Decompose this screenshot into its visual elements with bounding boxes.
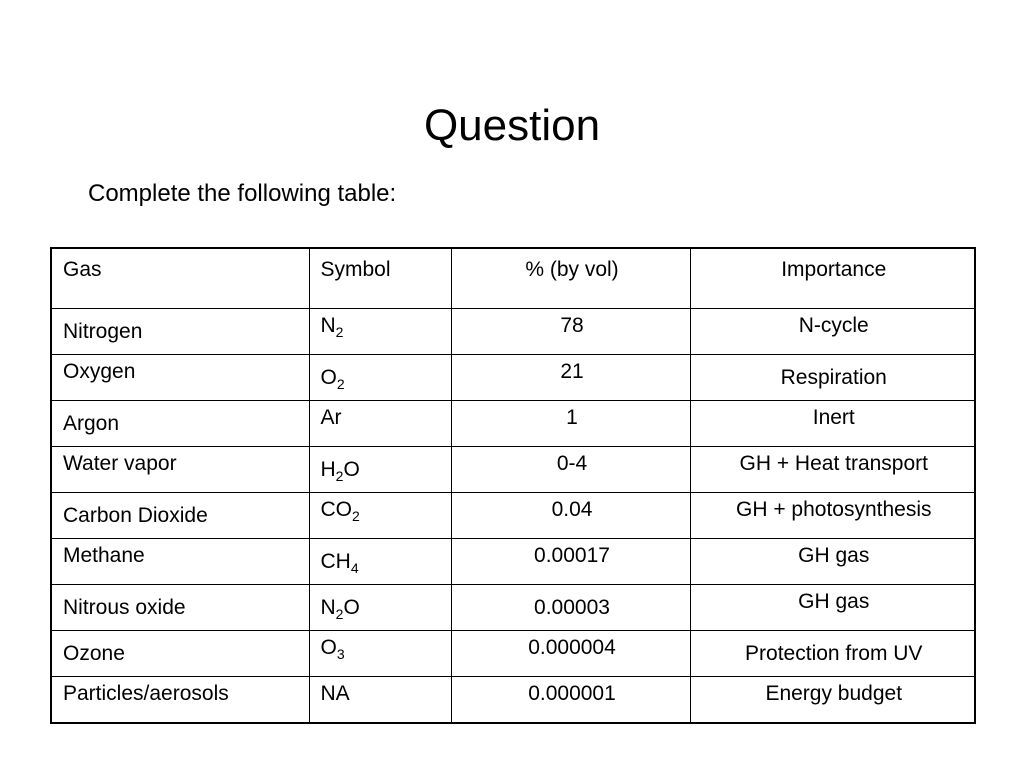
slide-subtitle: Complete the following table: xyxy=(88,180,397,207)
importance-text: GH gas xyxy=(798,544,870,567)
percent-cell xyxy=(451,401,690,447)
symbol-subscript: 4 xyxy=(350,560,359,576)
importance-text: Energy budget xyxy=(765,682,903,705)
importance-text: Inert xyxy=(812,406,855,429)
gas-cell xyxy=(51,677,309,724)
symbol-element: O xyxy=(343,596,360,619)
importance-cell xyxy=(690,447,975,493)
percent-cell xyxy=(451,677,690,724)
importance-cell xyxy=(690,539,975,585)
percent-value: 0.00003 xyxy=(534,596,610,619)
symbol-cell xyxy=(309,585,451,631)
gas-name: Argon xyxy=(63,412,120,435)
importance-text: GH + photosynthesis xyxy=(735,498,932,521)
table-row xyxy=(51,401,975,447)
table-row xyxy=(51,309,975,355)
slide-title: Question xyxy=(423,101,601,150)
gas-cell xyxy=(51,493,309,539)
percent-value: 0.00017 xyxy=(534,544,610,567)
importance-cell xyxy=(690,631,975,677)
gas-name: Water vapor xyxy=(63,452,177,475)
percent-value: 0-4 xyxy=(556,452,588,475)
importance-text: Respiration xyxy=(780,366,887,389)
table-row xyxy=(51,631,975,677)
symbol-element: O xyxy=(320,366,337,389)
gas-name: Methane xyxy=(63,544,145,567)
gas-table xyxy=(50,247,976,724)
symbol-element: NA xyxy=(320,682,350,705)
gas-name: Oxygen xyxy=(63,360,136,383)
percent-value: 0.000004 xyxy=(528,636,616,659)
symbol-cell xyxy=(309,631,451,677)
symbol-element: Ar xyxy=(320,406,342,429)
percent-value: 0.000001 xyxy=(528,682,616,705)
percent-cell xyxy=(451,539,690,585)
symbol-element: H xyxy=(320,458,336,481)
symbol-subscript: 2 xyxy=(335,606,344,622)
header-symbol: Symbol xyxy=(309,248,451,309)
table-row xyxy=(51,585,975,631)
table-row xyxy=(51,355,975,401)
symbol-cell xyxy=(309,309,451,355)
symbol-wrapper xyxy=(321,457,360,483)
symbol-cell xyxy=(309,401,451,447)
symbol-element: O xyxy=(320,636,337,659)
gas-name: Nitrous oxide xyxy=(63,596,186,619)
percent-value: 78 xyxy=(560,314,584,337)
symbol-cell xyxy=(309,677,451,724)
percent-cell xyxy=(451,309,690,355)
percent-cell xyxy=(451,447,690,493)
importance-text: GH + Heat transport xyxy=(739,452,928,475)
importance-text: GH gas xyxy=(798,590,870,613)
gas-cell xyxy=(51,355,309,401)
header-percent: % (by vol) xyxy=(451,248,690,309)
table-row xyxy=(51,677,975,724)
gas-cell xyxy=(51,401,309,447)
percent-cell xyxy=(451,585,690,631)
percent-cell xyxy=(451,355,690,401)
table-row xyxy=(51,539,975,585)
importance-cell xyxy=(690,309,975,355)
symbol-subscript: 2 xyxy=(335,324,344,340)
symbol-element: CH xyxy=(320,550,351,573)
header-gas: Gas xyxy=(51,248,309,309)
gas-name: Carbon Dioxide xyxy=(63,504,208,527)
importance-cell xyxy=(690,401,975,447)
symbol-wrapper xyxy=(321,595,360,621)
symbol-cell xyxy=(309,539,451,585)
symbol-wrapper xyxy=(321,365,345,391)
symbol-element: CO xyxy=(320,498,352,521)
table-row xyxy=(51,447,975,493)
percent-cell xyxy=(451,631,690,677)
importance-text: N-cycle xyxy=(798,314,869,337)
symbol-cell xyxy=(309,447,451,493)
symbol-element: N xyxy=(320,596,336,619)
importance-cell xyxy=(690,585,975,631)
gas-cell xyxy=(51,309,309,355)
percent-cell xyxy=(451,493,690,539)
gas-name: Nitrogen xyxy=(63,320,143,343)
symbol-cell xyxy=(309,355,451,401)
gas-cell xyxy=(51,539,309,585)
percent-value: 0.04 xyxy=(551,498,593,521)
percent-value: 1 xyxy=(566,406,578,429)
symbol-subscript: 2 xyxy=(336,376,345,392)
table-row xyxy=(51,493,975,539)
symbol-cell xyxy=(309,493,451,539)
symbol-element: O xyxy=(343,458,360,481)
gas-name: Ozone xyxy=(63,642,125,665)
importance-cell xyxy=(690,677,975,724)
symbol-subscript: 2 xyxy=(352,508,360,524)
importance-cell xyxy=(690,493,975,539)
importance-cell xyxy=(690,355,975,401)
header-importance: Importance xyxy=(690,248,975,309)
gas-name: Particles/aerosols xyxy=(63,682,229,705)
gas-cell xyxy=(51,447,309,493)
gas-cell xyxy=(51,631,309,677)
symbol-subscript: 2 xyxy=(335,468,344,484)
symbol-wrapper xyxy=(321,549,359,575)
symbol-element: N xyxy=(320,314,336,337)
symbol-subscript: 3 xyxy=(336,646,345,662)
importance-text: Protection from UV xyxy=(745,642,923,665)
percent-value: 21 xyxy=(560,360,584,383)
header-row xyxy=(51,248,975,309)
gas-cell xyxy=(51,585,309,631)
